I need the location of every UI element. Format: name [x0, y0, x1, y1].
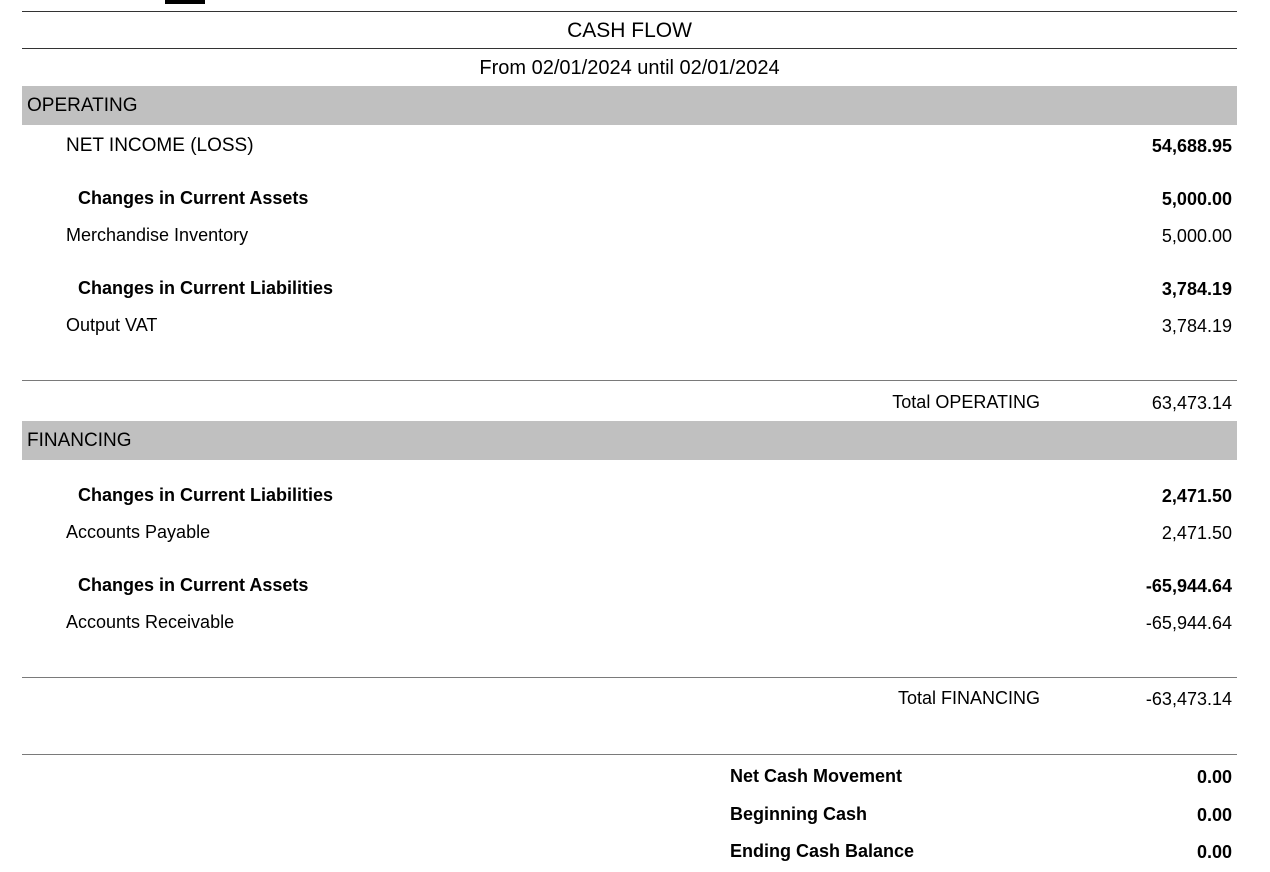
- financing-current-liabilities-value: 2,471.50: [1161, 486, 1232, 506]
- financing-section-label: FINANCING: [27, 430, 132, 451]
- accounts-payable-label: Accounts Payable: [66, 522, 211, 542]
- operating-current-assets-value: 5,000.00: [1161, 189, 1232, 209]
- financing-current-assets-value: -65,944.64: [1145, 576, 1232, 596]
- accounts-receivable-value: -65,944.64: [1145, 613, 1232, 633]
- operating-total-label: Total OPERATING: [892, 392, 1040, 412]
- header-top-rule: [22, 11, 1237, 12]
- clipped-text-fragment: [165, 0, 205, 4]
- output-vat-label: Output VAT: [66, 315, 158, 335]
- operating-current-liabilities-value: 3,784.19: [1161, 279, 1232, 299]
- beginning-cash-label: Beginning Cash: [730, 804, 868, 824]
- operating-total-rule: [22, 380, 1237, 381]
- net-cash-movement-value: 0.00: [1196, 767, 1232, 787]
- operating-section-header: [22, 86, 1237, 125]
- merchandise-inventory-label: Merchandise Inventory: [66, 225, 249, 245]
- operating-current-assets-label: Changes in Current Assets: [78, 188, 309, 208]
- financing-total-rule: [22, 677, 1237, 678]
- operating-total-value: 63,473.14: [1151, 393, 1232, 413]
- report-period: From 02/01/2024 until 02/01/2024: [479, 57, 780, 79]
- ending-cash-balance-label: Ending Cash Balance: [730, 841, 915, 861]
- operating-current-liabilities-label: Changes in Current Liabilities: [78, 278, 334, 298]
- net-cash-movement-label: Net Cash Movement: [730, 766, 903, 786]
- accounts-receivable-label: Accounts Receivable: [66, 612, 235, 632]
- financing-current-liabilities-label: Changes in Current Liabilities: [78, 485, 334, 505]
- financing-section-header: [22, 421, 1237, 460]
- ending-cash-balance-value: 0.00: [1196, 842, 1232, 862]
- output-vat-value: 3,784.19: [1161, 316, 1232, 336]
- net-income-value: 54,688.95: [1151, 136, 1232, 156]
- merchandise-inventory-value: 5,000.00: [1161, 226, 1232, 246]
- net-income-label: NET INCOME (LOSS): [66, 135, 254, 156]
- operating-section-label: OPERATING: [27, 95, 138, 116]
- report-title: CASH FLOW: [567, 19, 692, 42]
- financing-total-label: Total FINANCING: [897, 688, 1040, 708]
- financing-total-value: -63,473.14: [1145, 689, 1232, 709]
- title-rule: [22, 48, 1237, 49]
- financing-current-assets-label: Changes in Current Assets: [78, 575, 309, 595]
- beginning-cash-value: 0.00: [1196, 805, 1232, 825]
- summary-rule: [22, 754, 1237, 755]
- accounts-payable-value: 2,471.50: [1161, 523, 1232, 543]
